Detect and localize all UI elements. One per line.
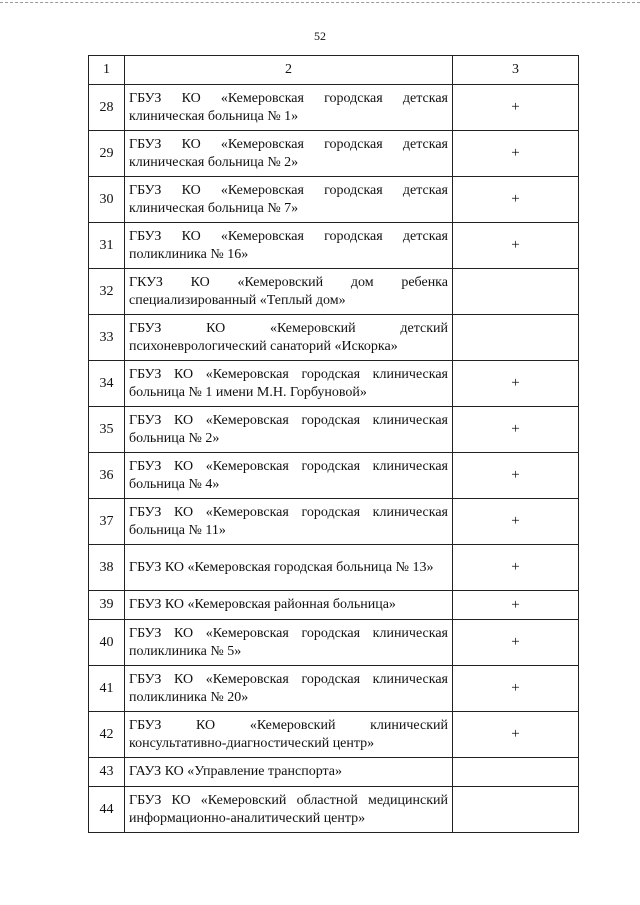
participation-mark: + (453, 131, 579, 177)
institution-name: ГБУЗ КО «Кемеровский детский психоневрологический санаторий «Искорка» (125, 315, 453, 361)
institution-name: ГБУЗ КО «Кемеровская городская клиническая больница № 11» (125, 499, 453, 545)
participation-mark (453, 787, 579, 833)
participation-mark: + (453, 85, 579, 131)
institution-name: ГБУЗ КО «Кемеровская городская детская поликлиника № 16» (125, 223, 453, 269)
row-number: 36 (89, 453, 125, 499)
table-row (89, 453, 579, 499)
institution-name: ГБУЗ КО «Кемеровская городская клиническая поликлиника № 5» (125, 620, 453, 666)
institution-name: ГБУЗ КО «Кемеровская городская клиническая поликлиника № 20» (125, 666, 453, 712)
table-row (89, 620, 579, 666)
institution-name: ГАУЗ КО «Управление транспорта» (125, 758, 453, 787)
participation-mark: + (453, 620, 579, 666)
table-row (89, 269, 579, 315)
participation-mark (453, 758, 579, 787)
table-row (89, 131, 579, 177)
table-row (89, 85, 579, 131)
table-row (89, 407, 579, 453)
row-number: 37 (89, 499, 125, 545)
row-number: 30 (89, 177, 125, 223)
participation-mark: + (453, 177, 579, 223)
institution-name: ГБУЗ КО «Кемеровская городская больница № 13» (125, 545, 453, 591)
row-number: 38 (89, 545, 125, 591)
table-row (89, 499, 579, 545)
row-number: 35 (89, 407, 125, 453)
header-col-1: 1 (89, 56, 125, 85)
table-row (89, 545, 579, 591)
institution-name: ГКУЗ КО «Кемеровский дом ребенка специализированный «Теплый дом» (125, 269, 453, 315)
institution-name: ГБУЗ КО «Кемеровская городская детская клиническая больница № 7» (125, 177, 453, 223)
table-row (89, 361, 579, 407)
header-col-3: 3 (453, 56, 579, 85)
participation-mark: + (453, 453, 579, 499)
table-row (89, 315, 579, 361)
row-number: 44 (89, 787, 125, 833)
row-number: 41 (89, 666, 125, 712)
participation-mark: + (453, 545, 579, 591)
institution-name: ГБУЗ КО «Кемеровский клинический консультативно-диагностический центр» (125, 712, 453, 758)
table-row (89, 177, 579, 223)
institution-name: ГБУЗ КО «Кемеровская городская клиническая больница № 1 имени М.Н. Горбуновой» (125, 361, 453, 407)
table-row (89, 787, 579, 833)
participation-mark: + (453, 407, 579, 453)
header-col-2: 2 (125, 56, 453, 85)
top-rule (0, 2, 640, 3)
institutions-table (88, 55, 579, 833)
row-number: 40 (89, 620, 125, 666)
participation-mark: + (453, 361, 579, 407)
participation-mark: + (453, 223, 579, 269)
institution-name: ГБУЗ КО «Кемеровская городская клиническая больница № 4» (125, 453, 453, 499)
row-number: 31 (89, 223, 125, 269)
row-number: 34 (89, 361, 125, 407)
participation-mark (453, 269, 579, 315)
participation-mark: + (453, 499, 579, 545)
participation-mark: + (453, 712, 579, 758)
institution-name: ГБУЗ КО «Кемеровская городская детская клиническая больница № 1» (125, 85, 453, 131)
table-row (89, 223, 579, 269)
row-number: 33 (89, 315, 125, 361)
institution-name: ГБУЗ КО «Кемеровская районная больница» (125, 591, 453, 620)
row-number: 32 (89, 269, 125, 315)
institution-name: ГБУЗ КО «Кемеровская городская клиническая больница № 2» (125, 407, 453, 453)
row-number: 28 (89, 85, 125, 131)
row-number: 42 (89, 712, 125, 758)
institution-name: ГБУЗ КО «Кемеровский областной медицинский информационно-аналитический центр» (125, 787, 453, 833)
table-body (89, 56, 579, 833)
page-number: 52 (314, 29, 326, 43)
participation-mark: + (453, 666, 579, 712)
table-row (89, 758, 579, 787)
row-number: 29 (89, 131, 125, 177)
table-row (89, 591, 579, 620)
table-row (89, 712, 579, 758)
institution-name: ГБУЗ КО «Кемеровская городская детская клиническая больница № 2» (125, 131, 453, 177)
row-number: 39 (89, 591, 125, 620)
table-row (89, 666, 579, 712)
table-header-row (89, 56, 579, 85)
participation-mark: + (453, 591, 579, 620)
participation-mark (453, 315, 579, 361)
row-number: 43 (89, 758, 125, 787)
